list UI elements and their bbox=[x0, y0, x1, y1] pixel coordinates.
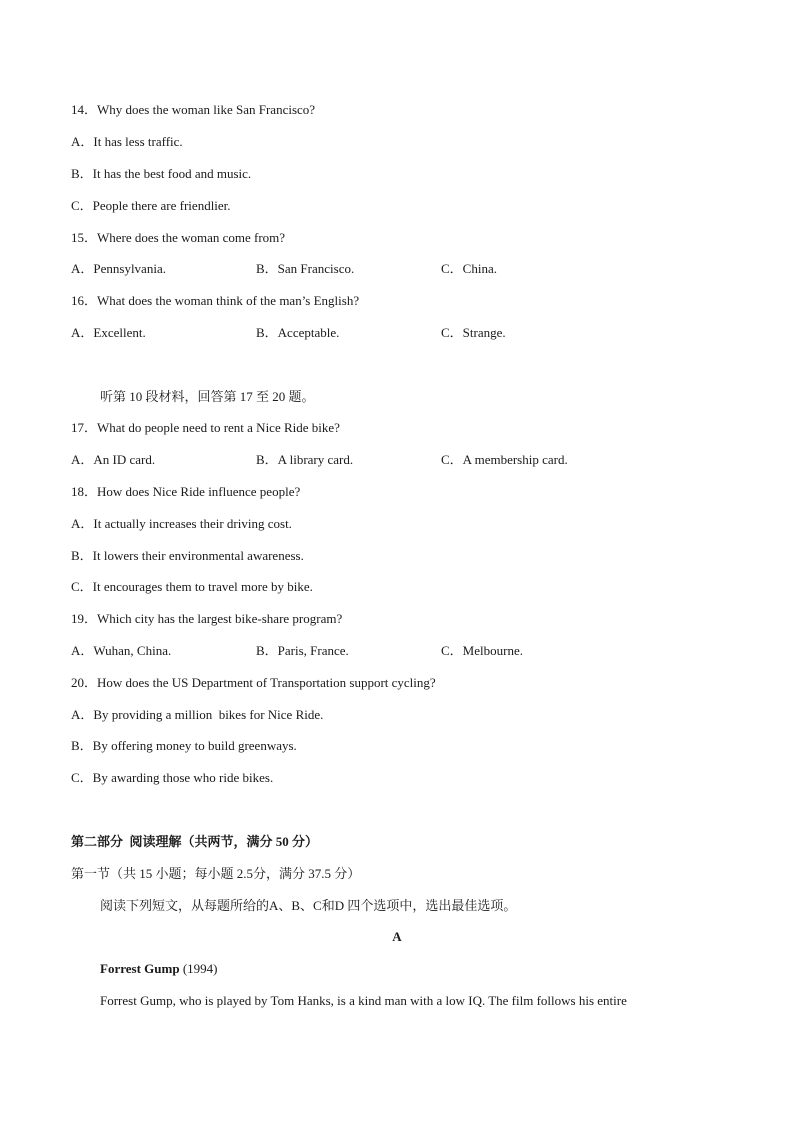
section-1-heading: 第一节（共 15 小题；每小题 2.5分，满分 37.5 分） bbox=[71, 866, 361, 881]
q19-option-b: B．Paris, France. bbox=[256, 643, 349, 658]
q18-option-b: B．It lowers their environmental awareness. bbox=[71, 548, 304, 563]
q16-option-b: B．Acceptable. bbox=[256, 325, 340, 340]
question-16: 16．What does the woman think of the man’s English? bbox=[71, 293, 360, 308]
q16-option-c: C．Strange. bbox=[441, 325, 506, 340]
question-20: 20．How does the US Department of Transportation support cycling? bbox=[71, 675, 436, 690]
q14-option-a: A．It has less traffic. bbox=[71, 134, 183, 149]
q15-option-b: B．San Francisco. bbox=[256, 261, 355, 276]
film-year: (1994) bbox=[179, 961, 218, 976]
reading-instruction: 阅读下列短文，从每题所给的A、B、C和D 四个选项中，选出最佳选项。 bbox=[100, 898, 517, 913]
q19-option-c: C．Melbourne. bbox=[441, 643, 523, 658]
film-title: Forrest Gump bbox=[100, 961, 180, 976]
q19-option-a: A．Wuhan, China. bbox=[71, 643, 172, 658]
question-14: 14．Why does the woman like San Francisco? bbox=[71, 102, 316, 117]
part-2-heading: 第二部分 阅读理解（共两节，满分 50 分） bbox=[71, 834, 319, 849]
q18-option-c: C．It encourages them to travel more by bike. bbox=[71, 579, 313, 594]
question-19: 19．Which city has the largest bike-share program? bbox=[71, 611, 343, 626]
q20-option-b: B．By offering money to build greenways. bbox=[71, 738, 297, 753]
q14-option-c: C．People there are friendlier. bbox=[71, 198, 231, 213]
film-heading bbox=[100, 961, 217, 977]
q20-option-a: A．By providing a million bikes for Nice Ride. bbox=[71, 707, 324, 722]
q16-option-a: A．Excellent. bbox=[71, 325, 146, 340]
q15-option-c: C．China. bbox=[441, 261, 497, 276]
question-17: 17．What do people need to rent a Nice Ride bike? bbox=[71, 420, 340, 435]
q14-option-b: B．It has the best food and music. bbox=[71, 166, 252, 181]
q17-option-c: C．A membership card. bbox=[441, 452, 568, 467]
q20-option-c: C．By awarding those who ride bikes. bbox=[71, 770, 274, 785]
passage-label: A bbox=[392, 929, 402, 944]
q18-option-a: A．It actually increases their driving cost. bbox=[71, 516, 292, 531]
question-15: 15．Where does the woman come from? bbox=[71, 230, 286, 245]
section-10-instruction: 听第 10 段材料，回答第 17 至 20 题。 bbox=[100, 389, 315, 404]
q17-option-a: A．An ID card. bbox=[71, 452, 156, 467]
question-18: 18．How does Nice Ride influence people? bbox=[71, 484, 301, 499]
q17-option-b: B．A library card. bbox=[256, 452, 354, 467]
passage-paragraph: Forrest Gump, who is played by Tom Hanks, is a kind man with a low IQ. The film follows his entire bbox=[100, 993, 627, 1008]
q15-option-a: A．Pennsylvania. bbox=[71, 261, 166, 276]
